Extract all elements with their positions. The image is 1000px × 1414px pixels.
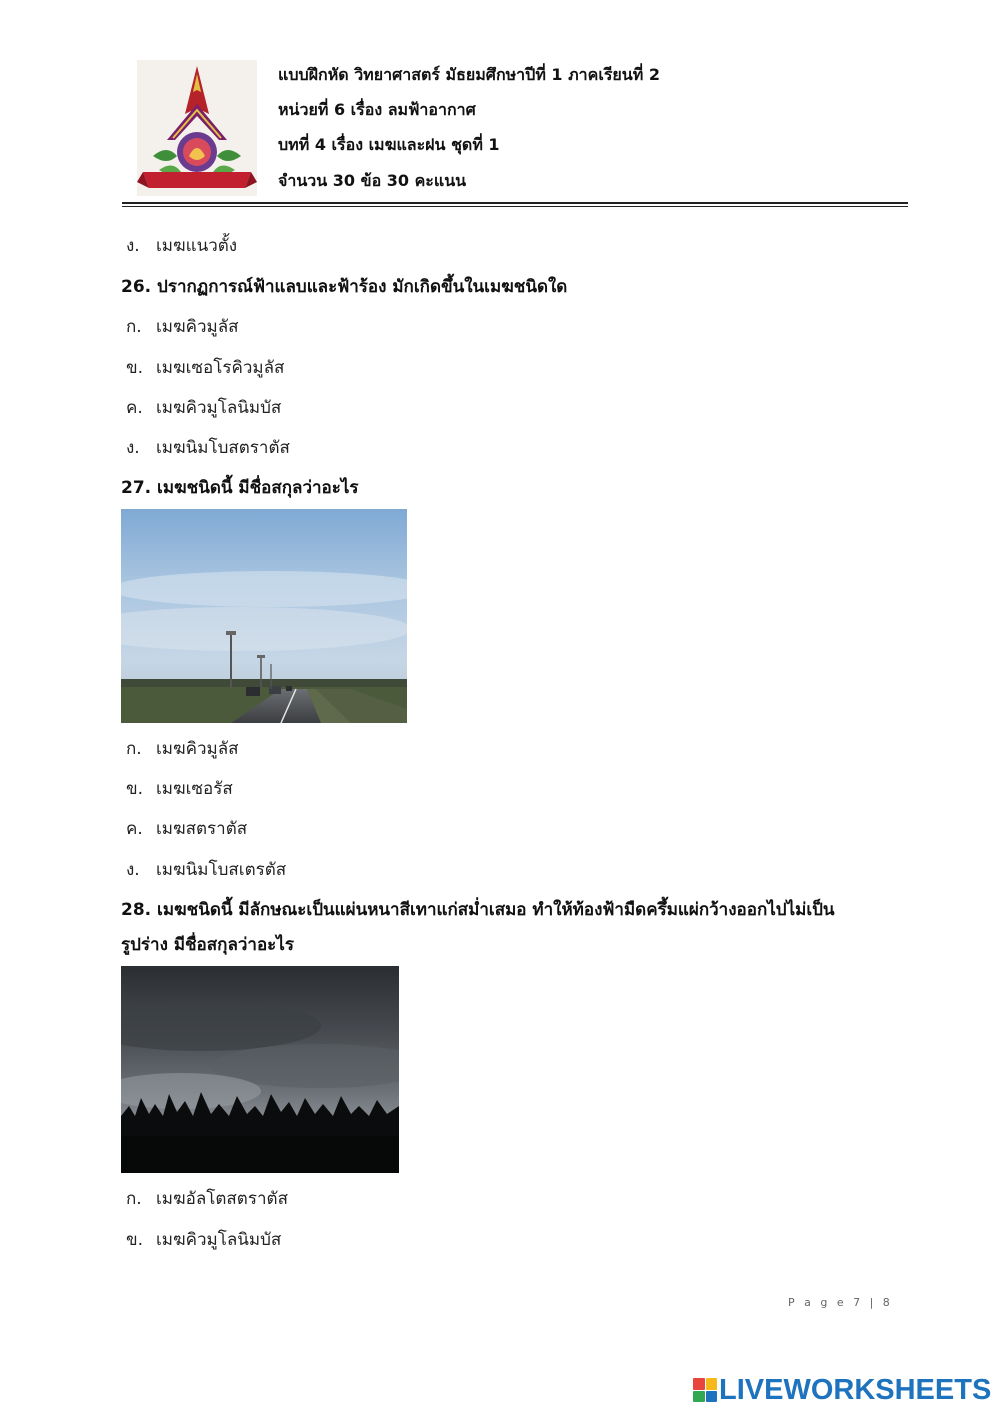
q28-option-b[interactable] [126,1226,281,1253]
option-label: ค. [126,819,143,839]
option-label: ข. [126,1230,144,1250]
option-text: เมฆคิวมูลัส [156,739,239,759]
header-line-2: หน่วยที่ 6 เรื่อง ลมฟ้าอากาศ [278,100,476,119]
option-label: ข. [126,779,144,799]
option-label: ค. [126,398,143,418]
option-carryover [126,232,237,259]
school-logo [137,60,257,196]
q27-option-d[interactable] [126,856,286,883]
question-28-title-line2: รูปร่าง มีชื่อสกุลว่าอะไร [121,935,294,955]
liveworksheets-brand[interactable] [693,1373,991,1407]
q26-option-b[interactable] [126,354,284,381]
q28-option-a[interactable] [126,1185,288,1212]
q26-option-a[interactable] [126,313,239,340]
option-label: ก. [126,317,142,337]
highway-sky-photo [121,509,407,723]
header-line-4: จำนวน 30 ข้อ 30 คะแนน [278,171,467,190]
option-text: เมฆแนวตั้ง [156,236,238,256]
q26-option-d[interactable] [126,434,290,461]
option-text: เมฆคิวมูโลนิมบัส [156,1230,282,1250]
option-text: เมฆอัลโตสตราตัส [156,1189,288,1209]
option-label: ก. [126,739,142,759]
header-line-1: แบบฝึกหัด วิทยาศาสตร์ มัธยมศึกษาปีที่ 1 ภาคเรียนที่ 2 [278,65,660,84]
q27-option-b[interactable] [126,775,233,802]
header-divider [122,202,908,204]
option-text: เมฆเซอโรคิวมูลัส [156,358,285,378]
header-line-3: บทที่ 4 เรื่อง เมฆและฝน ชุดที่ 1 [278,135,500,154]
q27-option-c[interactable] [126,815,247,842]
dark-cloud-photo [121,966,399,1173]
option-text: เมฆนิมโบสตราตัส [156,438,290,458]
option-label: ก. [126,1189,142,1209]
option-text: เมฆสตราตัส [156,819,248,839]
option-label: ง. [126,438,140,458]
option-label: ง. [126,860,140,880]
question-26-title: 26. ปรากฏการณ์ฟ้าแลบและฟ้าร้อง มักเกิดขึ้นในเมฆชนิดใด [121,277,568,297]
option-label: ข. [126,358,144,378]
q27-option-a[interactable] [126,735,239,762]
option-label: ง. [126,236,140,256]
q26-option-c[interactable] [126,394,281,421]
brand-name: LIVEWORKSHEETS [719,1373,992,1406]
page-number: P a g e 7 | 8 [788,1296,893,1309]
question-27-title: 27. เมฆชนิดนี้ มีชื่อสกุลว่าอะไร [121,478,359,498]
option-text: เมฆเซอรัส [156,779,233,799]
header-divider-thin [122,206,908,207]
question-28-title-line1: 28. เมฆชนิดนี้ มีลักษณะเป็นแผ่นหนาสีเทาแก่สม่ำเสมอ ทำให้ท้องฟ้ามืดครึ้มแผ่กว้างออกไปไม่เป็น [121,900,835,920]
liveworksheets-logo-icon [693,1378,717,1402]
option-text: เมฆนิมโบสเตรตัส [156,860,287,880]
option-text: เมฆคิวมูลัส [156,317,239,337]
option-text: เมฆคิวมูโลนิมบัส [156,398,282,418]
